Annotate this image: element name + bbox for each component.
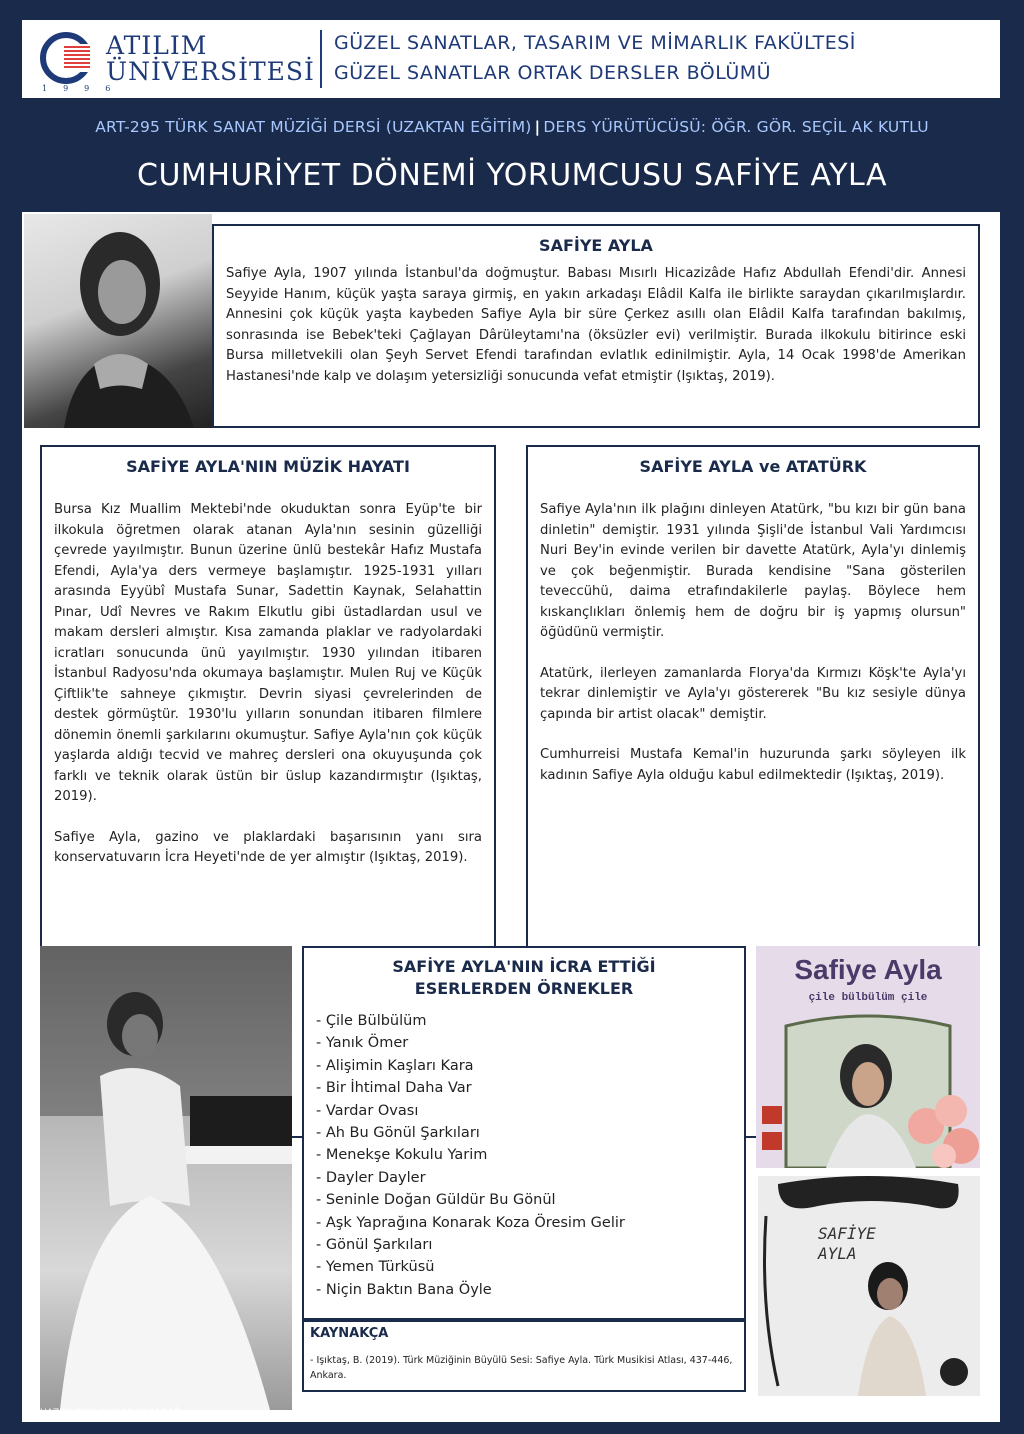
works-list-item: - Menekşe Kokulu Yarim [316, 1147, 488, 1164]
album2-title-1: SAFİYE [818, 1224, 876, 1243]
works-heading-2: ESERLERDEN ÖRNEKLER [414, 979, 634, 998]
logo-text-line2: ÜNİVERSİTESİ [106, 57, 315, 86]
music-life-heading: SAFİYE AYLA'NIN MÜZİK HAYATI [126, 457, 410, 476]
content-panel [22, 212, 1000, 1422]
works-box [302, 946, 746, 1320]
header-bar [22, 20, 1000, 98]
portrait-image [24, 214, 212, 428]
works-list-item: - Ah Bu Gönül Şarkıları [316, 1125, 480, 1142]
works-heading-1: SAFİYE AYLA'NIN İCRA ETTİĞİ [392, 957, 656, 976]
portrait-photo [24, 214, 212, 428]
works-list-item: - Dayler Dayler [316, 1169, 426, 1186]
album1-artwork [756, 1006, 980, 1168]
works-list-item: - Alişimin Kaşları Kara [316, 1057, 474, 1074]
instructor-name: DERS YÜRÜTÜCÜSÜ: ÖĞR. GÖR. SEÇİL AK KUTLU [543, 118, 929, 136]
works-list [316, 1010, 732, 1301]
album1-title: Safiye Ayla [794, 954, 942, 985]
album-cover-1 [756, 946, 980, 1168]
album2-title-2: AYLA [818, 1244, 857, 1263]
album2-artwork [758, 1176, 980, 1396]
references-heading: KAYNAKÇA [310, 1326, 389, 1341]
ataturk-text-2: Atatürk, ilerleyen zamanlarda Florya'da Kırmızı Köşk'te Ayla'yı tekrar dinlemiştir ve Ayla'yı göstererek "Bu kız sesiyle dünya çapında bir artist olacak" demiştir. [540, 665, 966, 722]
header-divider [320, 30, 322, 88]
album1-subtitle: çile bülbülüm çile [808, 992, 928, 1004]
works-list-item: - Bir İhtimal Daha Var [316, 1080, 472, 1097]
bio-heading: SAFİYE AYLA [539, 236, 653, 255]
works-list-item: - Çile Bülbülüm [316, 1013, 427, 1029]
music-life-text-1: Bursa Kız Muallim Mektebi'nde okuduktan sonra Eyüp'te bir ilkokula öğretmen olarak atanan Ayla'nın sesinin güzelliği çevrede yayılmıştır. Bunun üzerine ünlü bestekâr Hafız Mustafa Efendi, Ayla'ya ders vermeye başlamıştır. 1925-1931 yılları arasında Eyyübî Mustafa Sunar, Sadettin Kaynak, Selahattin Pınar, Udî Nevres ve Rakım Elkutlu gibi üstadlardan usul ve makam dersleri almıştır. Kısa zamanda plaklar ve radyolardaki icratları sonucunda ünü yayılmıştır. 1930 yılından itibaren İstanbul Radyosu'nda okumaya başlamıştır. Mulen Ruj ve Küçük Çiftlik'te sahneye çıkmıştır. Devrin siyasi çevrelerinden de destek görmüştür. 1930'lu yılların sonundan itibaren filmlere dönemin önemli şarkılarını okumuştur. Safiye Ayla'nın çok küçük yaşlarda aldığı tecvid ve mahreç dersleri ona okuyuşunda çok farklı ve teknik olarak üstün bir üslup kazandırmıştır (Işıktaş, 2019). [54, 502, 482, 804]
logo-text-line1: ATILIM [106, 31, 208, 60]
piano-image [40, 946, 292, 1410]
bio-text: Safiye Ayla, 1907 yılında İstanbul'da doğmuştur. Babası Mısırlı Hicazizâde Hafız Abdullah Efendi'dir. Annesi Seyyide Hanım, küçük yaşta saraya girmiş, en yakın arkadaşı Elâdil Kalfa ile birlikte saraydan çıkarılmışlardır. Annesini çok küçük yaşta kaybeden Safiye Ayla bir süre Çerkez asıllı olan Elâdil Kalfa tarafından bakılmış, sonrasında ise Bebek'teki Çağlayan Dârüleytamı'na (öksüzler evi) verilmiştir. Burada ilkokulu bitirince eski Bursa milletvekili olan Şeyh Servet Efendi tarafından evlatlık edinilmiştir. Ayla, 14 Ocak 1998'de Amerikan Hastanesi'nde kalp ve dolaşım yetersizliği sonucunda vefat etmiştir (Işıktaş, 2019). [226, 266, 966, 384]
course-name: ART-295 TÜRK SANAT MÜZİĞİ DERSİ (UZAKTAN EĞİTİM) [95, 118, 532, 136]
footer-credit: HAZIRLAYAN: HASAN KARADAĞ [40, 1408, 181, 1418]
album-cover-2 [758, 1176, 980, 1396]
works-list-item: - Yanık Ömer [316, 1035, 409, 1052]
course-line: ART-295 TÜRK SANAT MÜZİĞİ DERSİ (UZAKTAN EĞİTİM) | DERS YÜRÜTÜCÜSÜ: ÖĞR. GÖR. SEÇİL AK KUTLU [95, 118, 929, 136]
ataturk-text-3: Cumhurreisi Mustafa Kemal'in huzurunda şarkı söyleyen ilk kadının Safiye Ayla olduğu kabul edilmektedir (Işıktaş, 2019). [540, 747, 966, 783]
references-text: - Işıktaş, B. (2019). Türk Müziğinin Büyülü Sesi: Safiye Ayla. Türk Musikisi Atlası, 437-446, Ankara. [310, 1355, 733, 1381]
works-list-item: - Yemen Türküsü [316, 1259, 435, 1276]
ataturk-heading: SAFİYE AYLA ve ATATÜRK [639, 457, 867, 476]
logo-mark-icon [40, 32, 96, 84]
logo-year: 1996 [42, 84, 127, 93]
references-box [302, 1320, 746, 1392]
university-logo [36, 28, 326, 94]
department-name: GÜZEL SANATLAR ORTAK DERSLER BÖLÜMÜ [334, 62, 772, 84]
works-list-item: - Gönül Şarkıları [316, 1237, 433, 1254]
works-list-item: - Niçin Baktın Bana Öyle [316, 1281, 492, 1298]
works-list-item: - Aşk Yaprağına Konarak Koza Öresim Gelir [316, 1214, 625, 1231]
faculty-name: GÜZEL SANATLAR, TASARIM VE MİMARLIK FAKÜLTESİ [334, 32, 856, 54]
piano-photo [40, 946, 292, 1410]
page-title: CUMHURİYET DÖNEMİ YORUMCUSU SAFİYE AYLA [137, 158, 887, 193]
works-list-item: - Seninle Doğan Güldür Bu Gönül [316, 1192, 556, 1209]
music-life-text-2: Safiye Ayla, gazino ve plaklardaki başarısının yanı sıra konservatuvarın İcra Heyeti'nde de yer almıştır (Işıktaş, 2019). [54, 829, 482, 865]
works-list-item: - Vardar Ovası [316, 1102, 419, 1119]
bio-box [212, 224, 980, 428]
ataturk-text-1: Safiye Ayla'nın ilk plağını dinleyen Atatürk, "bu kızı bir gün bana dinletin" demiştir. 1931 yılında Şişli'de İstanbul Vali Yardımcısı Nuri Bey'in evinde verilen bir davette Atatürk, Ayla'yı dinlemiş ve çok beğenmiştir. Burada kendisine "Sana gösterilen teveccühü, daima etrafındakilerle paylaş. Böylece hem kıskançlıkları önlemiş hem de doğru bir iş yapmış olursun" öğüdünü vermiştir. [540, 502, 966, 640]
